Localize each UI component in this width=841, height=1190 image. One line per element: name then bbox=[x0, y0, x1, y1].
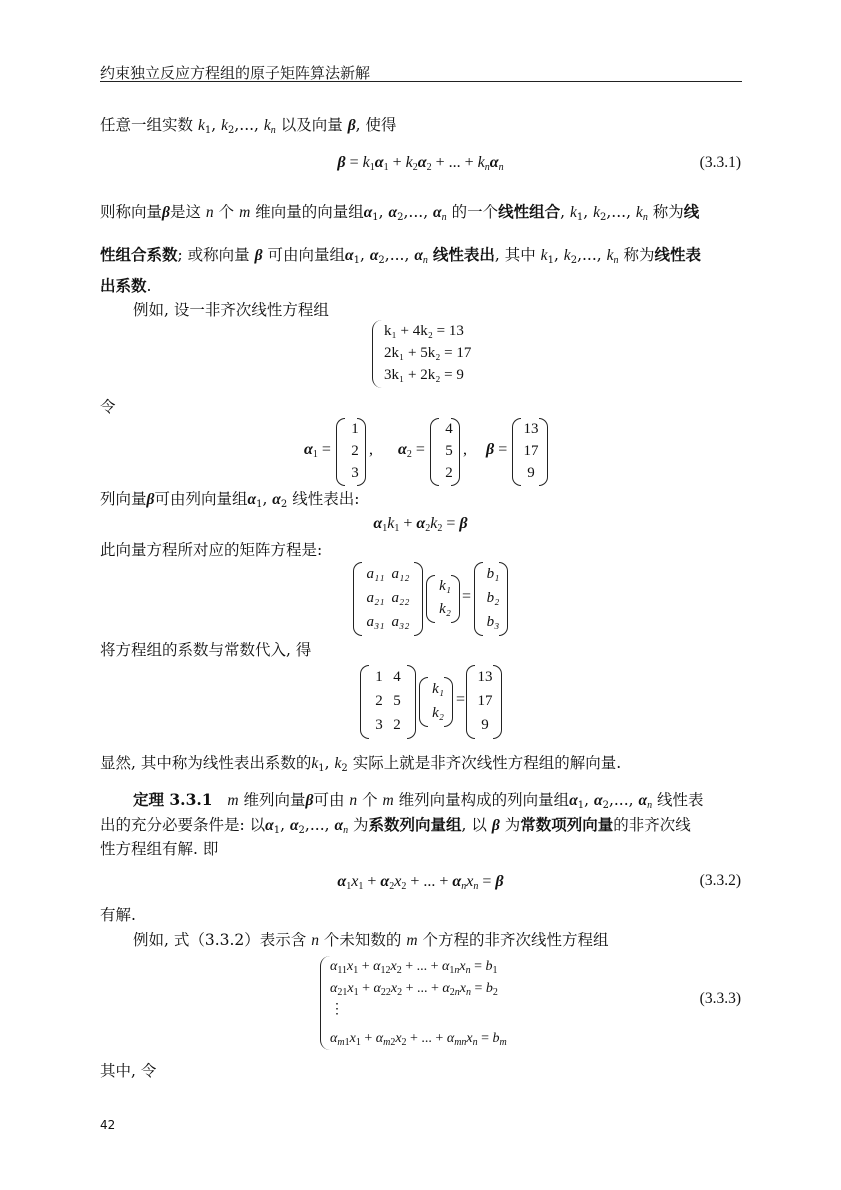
equation-number: (3.3.3) bbox=[699, 990, 741, 1007]
linear-system-general bbox=[320, 956, 550, 1050]
equation-row: $\alpha_{11}x_1 + \alpha_{12}x_2$ + ... + $\alpha_{1n}x_n = b_1$ bbox=[330, 959, 498, 976]
equation-row: $\alpha_{21}x_1 + \alpha_{22}x_2$ + ... + $\alpha_{2n}x_n = b_2$ bbox=[330, 981, 498, 998]
paragraph-intro: 任意一组实数 $k_1$, $k_2$,..., $k_n$ 以及向量 β, 使得 bbox=[100, 116, 397, 136]
theorem-line3: 性方程组有解. 即 bbox=[100, 840, 219, 858]
paragraph-where: 其中, 令 bbox=[100, 1062, 157, 1080]
equation-number: (3.3.2) bbox=[699, 872, 741, 889]
paragraph-let: 令 bbox=[100, 398, 116, 416]
equation-row: k₁ + 4k₂ = 13 bbox=[384, 323, 464, 339]
paragraph-example-2: 例如, 式（3.3.2）表示含 n 个未知数的 m 个方程的非齐次线性方程组 bbox=[133, 931, 609, 949]
paragraph-definition-line2: 性组合系数; 或称向量 β 可由向量组$\alpha_1$, $\alpha_2$,..., $\alpha_n$ 线性表出, 其中 $k_1$, $k_2$,..., $k_n$ 称为线性表 bbox=[100, 245, 701, 266]
theorem-line1: 定理 3.3.1 m 维列向量β可由 n 个 m 维列向量构成的列向量组$\alpha_1$, $\alpha_2$,..., $\alpha_n$ 线性表 bbox=[133, 790, 704, 811]
matrix-a: a₁₁ a₁₂ a₂₁ a₂₂ a₃₁ a₃₂ bbox=[353, 562, 423, 634]
running-header: 约束独立反应方程组的原子矩阵算法新解 bbox=[100, 64, 371, 82]
equation-3-3-2: $\alpha_1x_1 + \alpha_2x_2$ + ... + $\alpha_nx_n = \beta$ bbox=[337, 873, 504, 892]
matrix-numeric: 1 4 2 5 3 2 bbox=[360, 665, 416, 737]
vector-k: k₁ k₂ bbox=[426, 575, 460, 621]
paragraph-substitute: 将方程组的系数与常数代入, 得 bbox=[100, 641, 312, 659]
vector-rhs: 13 17 9 bbox=[466, 665, 502, 737]
vector-equation: $\alpha_1k_1 + \alpha_2k_2 = \beta$ bbox=[373, 515, 468, 534]
alpha1-label: $\alpha_1$ = bbox=[304, 441, 331, 460]
vector-b: b₁ b₂ b₃ bbox=[474, 562, 508, 634]
paragraph-has-solution: 有解. bbox=[100, 906, 136, 924]
document-page: 约束独立反应方程组的原子矩阵算法新解 任意一组实数 $k_1$, $k_2$,..., $k_n$ 以及向量 β, 使得 $\beta = k_1\alpha_1 + k_2\alpha_2$ + ... + $k_n\alpha_n$ (3.3.1) 则称向量β是这 n 个 m 维向量的向量组$\alpha_1$, $\alpha_2$,..., $\alpha_n$ 的一个线性组合, $k_1$, $k_2$,..., $k_n$ 称为线 性组合系数; 或称向量 β 可由向量组$\alpha_1$, $\alpha_2$,..., $\alpha_n$ 线性表出, 其中 $k_1$, $k_2$,..., $k_n$ 称为线性表 出系数. 例如, 设一非齐次线性方程组 k₁ + 4k₂ = 13 2k₁ + 5k₂ = 17 3k₁ + 2k₂ = 9 令 $\alpha_1$ = 1 2 3 , $\alpha_2$ = 4 5 2 , β = 13 17 9 列向量β可由列向量组$\alpha_1$, $\alpha_2$ 线性表出: $\alpha_1k_1 + \alpha_2k_2 = \beta$ 此向量方程所对应的矩阵方程是: a₁₁ a₁₂ a₂₁ a₂₂ a₃₁ a₃₂ k₁ k₂ = b₁ b₂ b₃ 将方程组的系数与常数代入, 得 1 4 2 5 3 2 k₁ k₂ = 13 17 9 显然, 其中称为线性表出系数的$k_1$, $k_2$ 实际上就是非齐次线性方程组的解向量. 定理 3.3.1 m 维列向量β可由 n 个 m 维列向量构成的列向量组$\alpha_1$, $\alpha_2$,..., $\alpha_n$ 线性表 出的充分必要条件是: 以$\alpha_1$, $\alpha_2$,..., $\alpha_n$ 为系数列向量组, 以 β 为常数项列向量的非齐次线 性方程组有解. 即 $\alpha_1x_1 + \alpha_2x_2$ + ... + $\alpha_nx_n = \beta$ (3.3.2) 有解. 例如, 式（3.3.2）表示含 n 个未知数的 m 个方程的非齐次线性方程组 $\alpha_{11}x_1 + \alpha_{12}x_2$ + ... + $\alpha_{1n}x_n = b_1$ $\alpha_{21}x_1 + \alpha_{22}x_2$ + ... + $\alpha_{2n}x_n = b_2$ ⋮ $\alpha_{m1}x_1 + \alpha_{m2}x_2$ + ... + $\alpha_{mn}x_n = b_m$ (3.3.3) 其中, 令 42 bbox=[0, 0, 841, 1190]
paragraph-example: 例如, 设一非齐次线性方程组 bbox=[133, 301, 329, 319]
header-rule bbox=[100, 81, 742, 82]
equation-row: $\alpha_{m1}x_1 + \alpha_{m2}x_2$ + ... + $\alpha_{mn}x_n = b_m$ bbox=[330, 1031, 507, 1048]
vector-alpha2: 4 5 2 bbox=[430, 418, 460, 484]
equation-row: 3k₁ + 2k₂ = 9 bbox=[384, 367, 464, 383]
vector-beta: 13 17 9 bbox=[512, 418, 548, 484]
paragraph-column-vector: 列向量β可由列向量组$\alpha_1$, $\alpha_2$ 线性表出: bbox=[100, 490, 360, 510]
equation-3-3-1: $\beta = k_1\alpha_1 + k_2\alpha_2$ + ... + $k_n\alpha_n$ bbox=[337, 154, 504, 173]
vector-alpha1: 1 2 3 bbox=[336, 418, 366, 484]
theorem-line2: 出的充分必要条件是: 以$\alpha_1$, $\alpha_2$,..., $\alpha_n$ 为系数列向量组, 以 β 为常数项列向量的非齐次线 bbox=[100, 815, 691, 836]
alpha2-label: $\alpha_2$ = bbox=[398, 441, 425, 460]
left-brace bbox=[372, 320, 383, 388]
equation-row: 2k₁ + 5k₂ = 17 bbox=[384, 345, 472, 361]
paragraph-definition-line1: 则称向量β是这 n 个 m 维向量的向量组$\alpha_1$, $\alpha_2$,..., $\alpha_n$ 的一个线性组合, $k_1$, $k_2$,..., $k_n$ 称为线 bbox=[100, 202, 700, 223]
paragraph-matrix-equation: 此向量方程所对应的矩阵方程是: bbox=[100, 541, 323, 559]
paragraph-definition-line3: 出系数. bbox=[100, 276, 152, 295]
paragraph-obviously: 显然, 其中称为线性表出系数的$k_1$, $k_2$ 实际上就是非齐次线性方程组的解向量. bbox=[100, 754, 622, 774]
vdots: ⋮ bbox=[330, 1002, 344, 1017]
page-number: 42 bbox=[100, 1118, 116, 1132]
equation-number: (3.3.1) bbox=[699, 154, 741, 171]
linear-system-example bbox=[372, 320, 512, 388]
beta-label: β = bbox=[486, 441, 508, 458]
vector-k-numeric: k₁ k₂ bbox=[419, 677, 453, 725]
